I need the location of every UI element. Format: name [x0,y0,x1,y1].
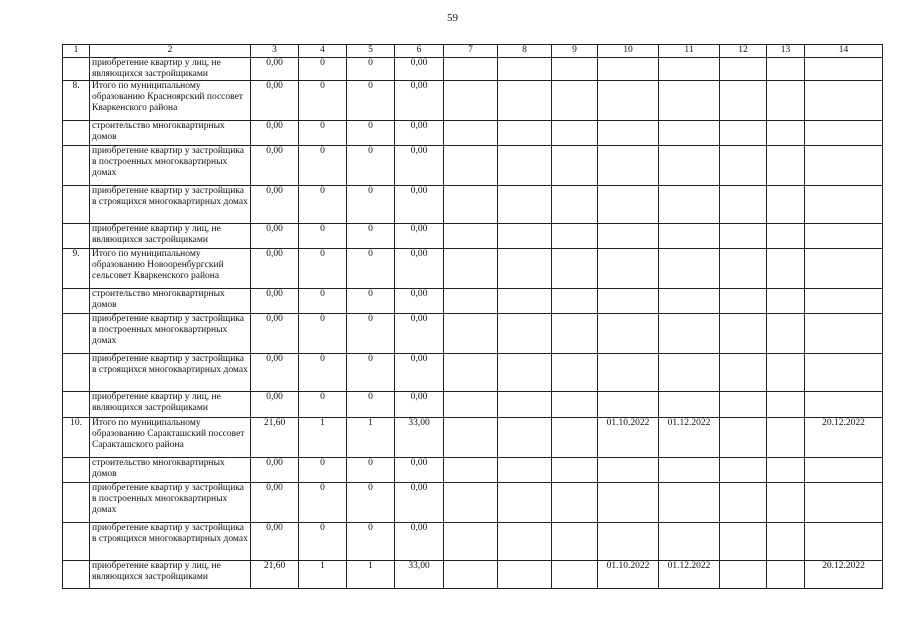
column-header: 12 [720,45,767,58]
cell-c14 [805,458,883,483]
cell-c4: 0 [299,81,347,121]
cell-c8 [498,458,552,483]
cell-c3: 21,60 [251,561,299,589]
cell-c10 [598,146,659,186]
column-header: 6 [395,45,444,58]
cell-c6: 0,00 [395,224,444,249]
cell-c10 [598,354,659,392]
cell-c3: 0,00 [251,523,299,561]
cell-name: Итого по муниципальному образованию Красноярский поссовет Кваркенского района [90,81,251,121]
cell-name: строительство многоквартирных домов [90,458,251,483]
cell-c13 [767,146,805,186]
column-header: 1 [63,45,90,58]
cell-name: строительство многоквартирных домов [90,121,251,146]
cell-c11 [659,58,720,81]
cell-c11 [659,354,720,392]
column-header: 3 [251,45,299,58]
cell-c8 [498,523,552,561]
cell-num: 10. [63,418,90,458]
cell-c11: 01.12.2022 [659,561,720,589]
cell-c12 [720,458,767,483]
cell-c9 [552,483,598,523]
cell-c12 [720,483,767,523]
table-row [63,58,883,81]
cell-c7 [444,121,498,146]
cell-c7 [444,58,498,81]
cell-c10 [598,392,659,418]
cell-c11 [659,224,720,249]
cell-c8 [498,289,552,314]
table-row [63,186,883,224]
cell-c3: 0,00 [251,458,299,483]
cell-c10 [598,314,659,354]
cell-c3: 0,00 [251,81,299,121]
cell-name: приобретение квартир у застройщика в построенных многоквартирных домах [90,483,251,523]
cell-c3: 21,60 [251,418,299,458]
cell-num [63,483,90,523]
cell-c10 [598,458,659,483]
cell-c6: 0,00 [395,121,444,146]
cell-c3: 0,00 [251,289,299,314]
cell-name: строительство многоквартирных домов [90,289,251,314]
table-row [63,121,883,146]
column-header: 13 [767,45,805,58]
cell-c9 [552,224,598,249]
table-row [63,81,883,121]
column-header: 4 [299,45,347,58]
cell-c4: 0 [299,186,347,224]
cell-c12 [720,249,767,289]
column-header: 10 [598,45,659,58]
cell-c6: 33,00 [395,561,444,589]
cell-c7 [444,249,498,289]
cell-c4: 0 [299,58,347,81]
cell-c6: 0,00 [395,249,444,289]
cell-c5: 0 [347,249,395,289]
cell-c10 [598,58,659,81]
cell-c5: 0 [347,392,395,418]
cell-c14 [805,392,883,418]
cell-c9 [552,58,598,81]
cell-c4: 0 [299,224,347,249]
cell-num [63,392,90,418]
cell-c7 [444,392,498,418]
cell-c12 [720,561,767,589]
cell-c12 [720,418,767,458]
cell-c9 [552,249,598,289]
cell-c14: 20.12.2022 [805,561,883,589]
cell-name: приобретение квартир у застройщика в строящихся многоквартирных домах [90,354,251,392]
cell-c12 [720,314,767,354]
cell-c4: 0 [299,483,347,523]
table-row [63,289,883,314]
cell-num [63,58,90,81]
cell-c8 [498,483,552,523]
cell-c12 [720,121,767,146]
cell-c3: 0,00 [251,392,299,418]
cell-c9 [552,523,598,561]
cell-c8 [498,354,552,392]
cell-c14 [805,483,883,523]
cell-c3: 0,00 [251,314,299,354]
column-header: 2 [90,45,251,58]
cell-c14 [805,523,883,561]
cell-c14 [805,289,883,314]
cell-c11 [659,458,720,483]
cell-c7 [444,418,498,458]
cell-c5: 0 [347,81,395,121]
cell-c5: 0 [347,224,395,249]
cell-c9 [552,418,598,458]
table-row [63,392,883,418]
cell-c13 [767,224,805,249]
cell-c4: 0 [299,249,347,289]
cell-c5: 0 [347,354,395,392]
cell-c6: 33,00 [395,418,444,458]
table-row [63,314,883,354]
cell-c8 [498,418,552,458]
cell-c8 [498,561,552,589]
cell-c9 [552,81,598,121]
column-header: 5 [347,45,395,58]
cell-num [63,354,90,392]
cell-c3: 0,00 [251,58,299,81]
cell-c10: 01.10.2022 [598,418,659,458]
cell-c13 [767,314,805,354]
table-row [63,354,883,392]
cell-c4: 1 [299,418,347,458]
cell-c12 [720,146,767,186]
cell-c8 [498,392,552,418]
cell-c13 [767,458,805,483]
cell-c9 [552,354,598,392]
cell-name: приобретение квартир у застройщика в построенных многоквартирных домах [90,314,251,354]
table-row [63,523,883,561]
cell-c5: 0 [347,523,395,561]
cell-c10 [598,224,659,249]
cell-c4: 1 [299,561,347,589]
cell-num [63,121,90,146]
cell-c7 [444,186,498,224]
cell-c5: 0 [347,58,395,81]
cell-c4: 0 [299,458,347,483]
cell-c13 [767,289,805,314]
cell-c10 [598,523,659,561]
cell-name: приобретение квартир у застройщика в построенных многоквартирных домах [90,146,251,186]
cell-c5: 0 [347,483,395,523]
cell-c9 [552,121,598,146]
cell-name: Итого по муниципальному образованию Саракташский поссовет Саракташского района [90,418,251,458]
column-header: 9 [552,45,598,58]
cell-c6: 0,00 [395,186,444,224]
cell-c13 [767,58,805,81]
cell-c10 [598,81,659,121]
cell-c14 [805,58,883,81]
cell-c9 [552,392,598,418]
cell-c3: 0,00 [251,186,299,224]
cell-c11 [659,249,720,289]
cell-c13 [767,249,805,289]
cell-c9 [552,458,598,483]
cell-c5: 0 [347,314,395,354]
cell-c14 [805,146,883,186]
cell-c14 [805,121,883,146]
cell-c9 [552,289,598,314]
cell-c12 [720,392,767,418]
cell-c4: 0 [299,121,347,146]
cell-c5: 0 [347,186,395,224]
cell-name: Итого по муниципальному образованию Новооренбургский сельсовет Кваркенского района [90,249,251,289]
cell-c12 [720,523,767,561]
cell-c4: 0 [299,146,347,186]
cell-num [63,458,90,483]
cell-num [63,289,90,314]
cell-num: 8. [63,81,90,121]
column-header: 14 [805,45,883,58]
cell-c7 [444,289,498,314]
cell-num [63,186,90,224]
table-row [63,458,883,483]
cell-c11 [659,483,720,523]
cell-c12 [720,224,767,249]
cell-name: приобретение квартир у лиц, не являющихся застройщиками [90,58,251,81]
table-row [63,146,883,186]
cell-c5: 0 [347,289,395,314]
column-header: 7 [444,45,498,58]
cell-c12 [720,186,767,224]
cell-c8 [498,314,552,354]
cell-c14 [805,186,883,224]
cell-c10: 01.10.2022 [598,561,659,589]
cell-c7 [444,314,498,354]
cell-c7 [444,354,498,392]
cell-name: приобретение квартир у застройщика в строящихся многоквартирных домах [90,186,251,224]
cell-c11 [659,81,720,121]
cell-c10 [598,121,659,146]
cell-c3: 0,00 [251,146,299,186]
cell-c11 [659,289,720,314]
cell-c9 [552,186,598,224]
cell-c12 [720,354,767,392]
cell-c13 [767,81,805,121]
cell-c13 [767,561,805,589]
cell-c9 [552,146,598,186]
cell-num: 9. [63,249,90,289]
cell-c12 [720,58,767,81]
column-header: 11 [659,45,720,58]
cell-num [63,224,90,249]
cell-c14 [805,224,883,249]
cell-c14: 20.12.2022 [805,418,883,458]
cell-num [63,523,90,561]
cell-c4: 0 [299,289,347,314]
cell-c13 [767,121,805,146]
cell-c5: 0 [347,146,395,186]
cell-c13 [767,354,805,392]
cell-c13 [767,418,805,458]
cell-c13 [767,523,805,561]
header-row [63,45,883,58]
cell-c7 [444,561,498,589]
cell-c14 [805,314,883,354]
cell-c11 [659,146,720,186]
cell-c7 [444,224,498,249]
cell-c4: 0 [299,523,347,561]
cell-c11 [659,186,720,224]
cell-c6: 0,00 [395,289,444,314]
cell-c8 [498,121,552,146]
cell-name: приобретение квартир у лиц, не являющихся застройщиками [90,224,251,249]
cell-num [63,146,90,186]
cell-c10 [598,289,659,314]
cell-c9 [552,561,598,589]
cell-c4: 0 [299,392,347,418]
cell-c14 [805,81,883,121]
cell-c6: 0,00 [395,458,444,483]
cell-name: приобретение квартир у застройщика в строящихся многоквартирных домах [90,523,251,561]
cell-c11 [659,392,720,418]
cell-c8 [498,81,552,121]
cell-c4: 0 [299,314,347,354]
page-number: 59 [447,12,458,24]
cell-c8 [498,186,552,224]
table-row [63,224,883,249]
cell-c11 [659,523,720,561]
cell-c13 [767,392,805,418]
cell-c7 [444,483,498,523]
cell-c7 [444,81,498,121]
cell-c12 [720,289,767,314]
cell-c5: 1 [347,561,395,589]
cell-c8 [498,58,552,81]
cell-c9 [552,314,598,354]
cell-c3: 0,00 [251,354,299,392]
cell-c7 [444,458,498,483]
data-table [62,44,883,589]
cell-c11: 01.12.2022 [659,418,720,458]
table-body [63,58,883,589]
cell-c10 [598,186,659,224]
cell-c6: 0,00 [395,81,444,121]
table-row [63,483,883,523]
cell-c6: 0,00 [395,354,444,392]
cell-c3: 0,00 [251,483,299,523]
cell-c7 [444,146,498,186]
cell-c6: 0,00 [395,314,444,354]
cell-c14 [805,249,883,289]
cell-c13 [767,483,805,523]
cell-c10 [598,483,659,523]
cell-c11 [659,121,720,146]
cell-c14 [805,354,883,392]
cell-c6: 0,00 [395,392,444,418]
cell-c6: 0,00 [395,523,444,561]
cell-name: приобретение квартир у лиц, не являющихся застройщиками [90,392,251,418]
cell-c6: 0,00 [395,58,444,81]
cell-c5: 1 [347,418,395,458]
cell-c11 [659,314,720,354]
cell-c13 [767,186,805,224]
cell-c3: 0,00 [251,121,299,146]
cell-num [63,314,90,354]
cell-c8 [498,249,552,289]
cell-c7 [444,523,498,561]
cell-c3: 0,00 [251,249,299,289]
cell-c8 [498,146,552,186]
table-row [63,249,883,289]
table-row [63,561,883,589]
column-header: 8 [498,45,552,58]
cell-c10 [598,249,659,289]
cell-c8 [498,224,552,249]
table-row [63,418,883,458]
cell-c12 [720,81,767,121]
cell-c5: 0 [347,121,395,146]
cell-c6: 0,00 [395,146,444,186]
cell-name: приобретение квартир у лиц, не являющихся застройщиками [90,561,251,589]
cell-c3: 0,00 [251,224,299,249]
cell-c6: 0,00 [395,483,444,523]
cell-c4: 0 [299,354,347,392]
cell-num [63,561,90,589]
cell-c5: 0 [347,458,395,483]
